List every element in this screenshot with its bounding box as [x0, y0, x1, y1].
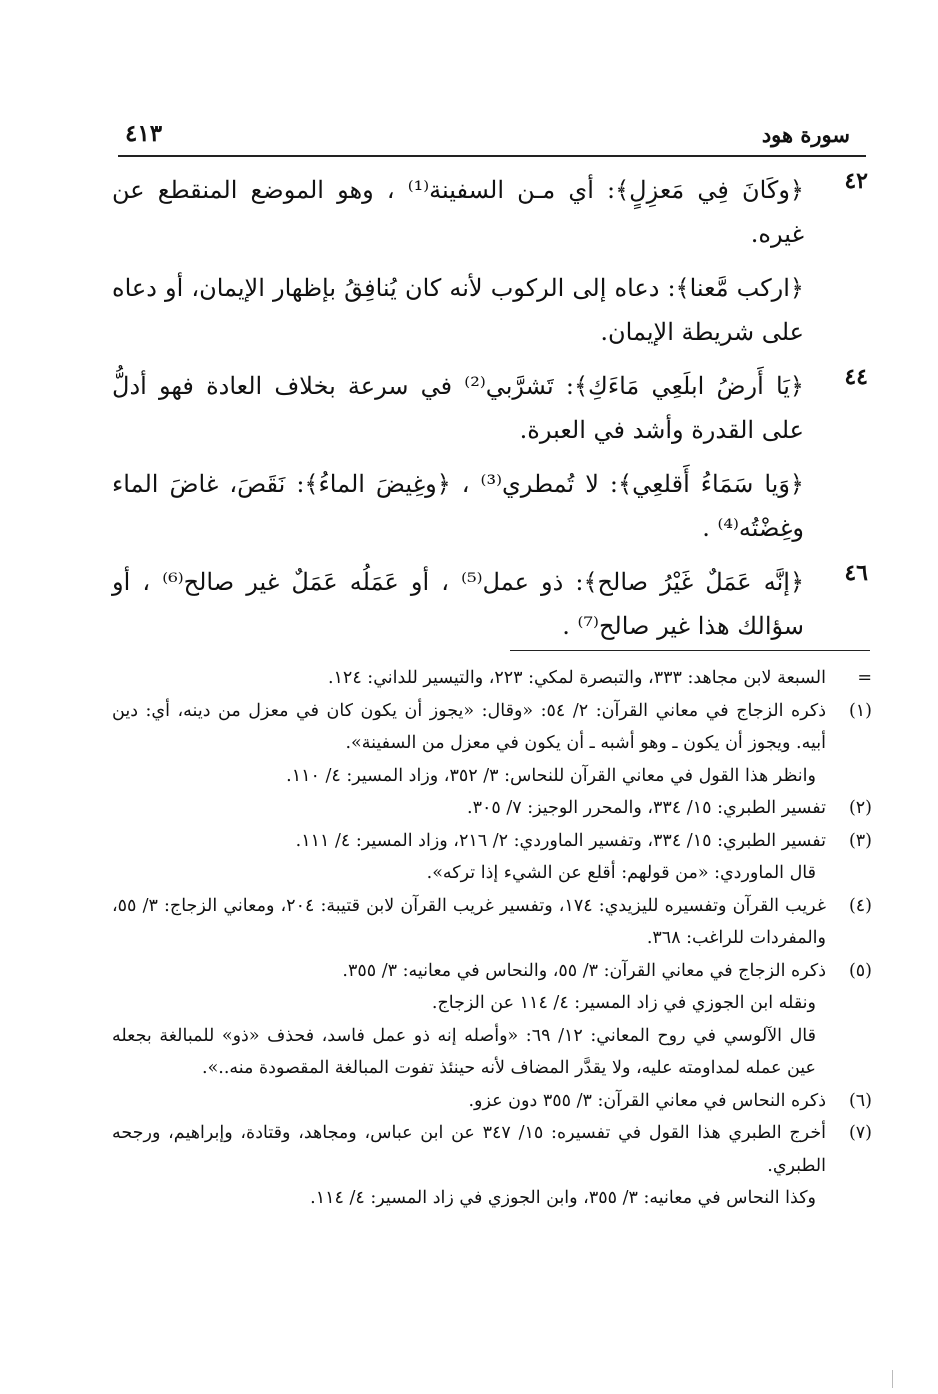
verse-number: ٤٢	[844, 168, 868, 194]
footnote-5	[112, 955, 872, 1085]
footnote-separator	[510, 650, 870, 651]
footnote-text: تفسير الطبري: ١٥/ ٣٣٤، وتفسير الماوردي: ٢/ ٢١٦، وزاد المسير: ٤/ ١١١.	[295, 830, 826, 851]
footnote-text: ذكره النحاس في معاني القرآن: ٣/ ٣٥٥ دون عزو.	[468, 1090, 826, 1111]
commentary-paragraph: ﴿وكَانَ فِي مَعزِلٍ﴾: أي مـن السفينة⁽¹⁾ ، وهو الموضع المنقطع عن غيره.	[112, 176, 804, 248]
footnotes	[112, 662, 872, 1215]
footnote-text: تفسير الطبري: ١٥/ ٣٣٤، والمحرر الوجيز: ٧/ ٣٠٥.	[466, 798, 826, 818]
footnote-6	[112, 1085, 872, 1118]
verse-number: ٤٤	[844, 364, 868, 390]
footnote-text: ذكره الزجاج في معاني القرآن: ٢/ ٥٤: «وقال: «يجوز أن يكون كان في معزل من دينه، أي: دين أبيه. ويجوز أن يكون ـ وهو أشبه ـ أن يكون في معزل من السفينة».	[112, 700, 826, 753]
scan-edge-mark	[892, 1370, 893, 1388]
footnote-marker: (٥)	[848, 960, 872, 981]
footnote-marker: (٢)	[848, 798, 872, 818]
footnote-marker: (٧)	[848, 1123, 872, 1143]
footnote-text: ونقله ابن الجوزي في زاد المسير: ٤/ ١١٤ عن الزجاج.	[431, 993, 816, 1013]
footnote-text: وانظر هذا القول في معاني القرآن للنحاس: ٣/ ٣٥٢، وزاد المسير: ٤/ ١١٠.	[286, 765, 816, 786]
footnote-marker: (٣)	[848, 830, 872, 851]
verse-entry-42	[112, 168, 870, 354]
footnote-marker: (٦)	[848, 1090, 872, 1111]
verse-entry-46	[112, 560, 870, 648]
header-rule	[118, 155, 866, 157]
footnote-7	[112, 1117, 872, 1215]
footnote-marker: =	[857, 668, 872, 688]
footnote-4	[112, 890, 872, 955]
verse-number: ٤٦	[844, 560, 868, 586]
footnote-marker: (١)	[848, 700, 872, 721]
verse-entry-44	[112, 364, 870, 550]
footnote-1	[112, 695, 872, 793]
footnote-text: قال الآلوسي في روح المعاني: ١٢/ ٦٩: «وأصله إنه ذو عمل فاسد، فحذف «ذو» للمبالغة بجعله عين عمله لمداومته عليه، ولا يقدَّر المضاف لأنه حينئذ تفوت المبالغة المقصودة منه..».	[112, 1025, 816, 1078]
page-number: ٤١٣	[125, 120, 163, 147]
commentary-paragraph: ﴿يَا أَرضُ ابلَعِي مَاءَكِ﴾: تَشرَّبي⁽²⁾ في سرعة بخلاف العادة فهو أدلُّ على القدرة وأشد في العبرة.	[112, 372, 804, 444]
footnote-text: غريب القرآن وتفسيره لليزيدي: ١٧٤، وتفسير غريب القرآن لابن قتيبة: ٢٠٤، ومعاني الزجاج: ٣/ ٥٥، والمفردات للراغب: ٣٦٨.	[112, 895, 826, 948]
footnote-text: وكذا النحاس في معانيه: ٣/ ٣٥٥، وابن الجوزي في زاد المسير: ٤/ ١١٤.	[310, 1188, 816, 1208]
footnote-text: ذكره الزجاج في معاني القرآن: ٣/ ٥٥، والنحاس في معانيه: ٣/ ٣٥٥.	[342, 960, 826, 981]
footnote-2	[112, 792, 872, 825]
footnote-text: السبعة لابن مجاهد: ٣٣٣، والتبصرة لمكي: ٢٢٣، والتيسير للداني: ١٢٤.	[327, 668, 826, 688]
footnote-text: أخرج الطبري هذا القول في تفسيره: ١٥/ ٣٤٧ عن ابن عباس، ومجاهد، وقتادة، وإبراهيم، ورجحه الطبري.	[112, 1123, 827, 1176]
commentary-paragraph: ﴿وَيا سَمَاءُ أَقلعِي﴾: لا تُمطري⁽³⁾ ، ﴿وغِيضَ الماءُ﴾: نَقَصَ، غاضَ الماء وغِضْتُه⁽⁴⁾ .	[112, 470, 804, 542]
footnote-marker: (٤)	[848, 895, 872, 916]
commentary-paragraph: ﴿اركب مَّعنا﴾: دعاه إلى الركوب لأنه كان يُنافِقُ بإظهار الإيمان، أو دعاه على شريطة الإيمان.	[112, 274, 804, 346]
footnote-3	[112, 825, 872, 890]
commentary-paragraph: ﴿إنَّه عَمَلٌ غَيْرُ صالح﴾: ذو عمل⁽⁵⁾ ، أو عَمَلُه عَمَلٌ غير صالح⁽⁶⁾ ، أو سؤالك هذا غير صالح⁽⁷⁾ .	[112, 568, 804, 640]
footnote-text: قال الماوردي: «من قولهم: أقلع عن الشيء إذا تركه».	[426, 863, 816, 883]
footnote-continued	[112, 662, 872, 695]
running-header-surah: سورة هود	[761, 122, 850, 147]
commentary-body	[112, 168, 870, 658]
